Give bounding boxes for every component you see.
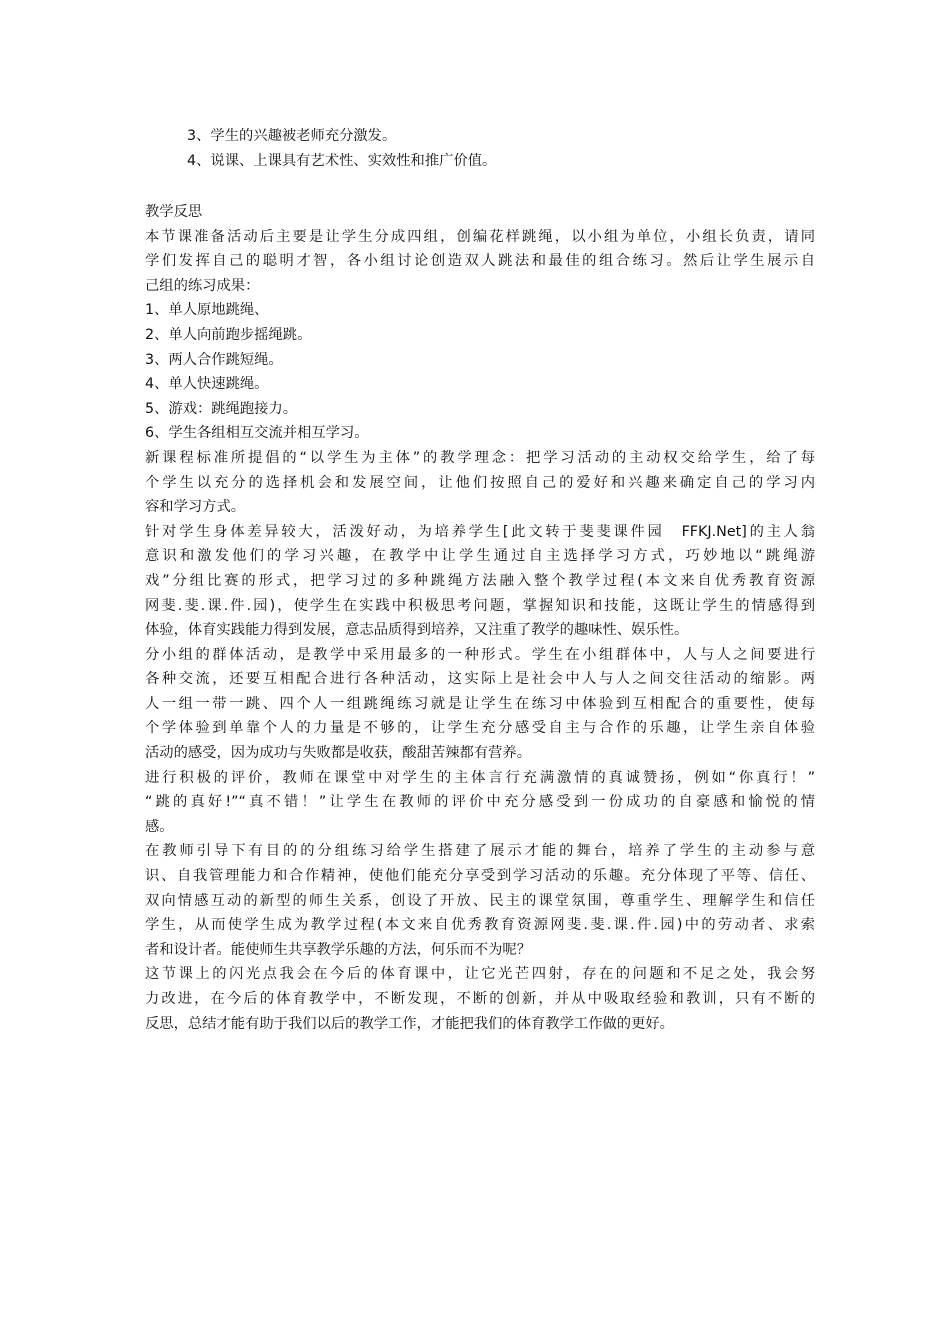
paragraph-line: 分小组的群体活动，是教学中采用最多的一种形式。学生在小组群体中，人与人之间要进行: [145, 646, 815, 663]
paragraph-line: 本节课准备活动后主要是让学生分成四组，创编花样跳绳，以小组为单位，小组长负责，请同: [145, 228, 815, 245]
paragraph-line: “跳的真好!”“真不错！”让学生在教师的评价中充分感受到一份成功的自豪感和愉悦的情: [145, 794, 815, 811]
paragraph-line: 针对学生身体差异较大，活泼好动，为培养学生[此文转于斐斐课件园 FFKJ.Net]的主人翁: [145, 523, 815, 540]
reflection-section: [145, 200, 815, 1036]
paragraph-line: 体验，体育实践能力得到发展，意志品质得到培养，又注重了教学的趣味性、娱乐性。: [145, 622, 689, 639]
paragraph-line: 这节课上的闪光点我会在今后的体育课中，让它光芒四射，存在的问题和不足之处，我会努: [145, 966, 815, 983]
paragraph-line: 己组的练习成果：: [145, 277, 260, 294]
paragraph-line: 感。: [145, 818, 174, 835]
paragraph-line: 人一组一带一跳、四个人一组跳绳练习就是让学生在练习中体验到互相配合的重要性，使每: [145, 695, 815, 712]
list-item: 3、两人合作跳短绳。: [145, 351, 283, 368]
paragraph-line: 在教师引导下有目的的分组练习给学生搭建了展示才能的舞台，培养了学生的主动参与意: [145, 843, 815, 860]
list-item: 5、游戏：跳绳跑接力。: [145, 400, 298, 417]
paragraph-line: 者和设计者。能使师生共享教学乐趣的方法，何乐而不为呢？: [145, 941, 532, 958]
paragraph-line: 进行积极的评价，教师在课堂中对学生的主体言行充满激情的真诚赞扬，例如“你真行！”: [145, 769, 815, 786]
paragraph-line: 学生，从而使学生成为教学过程(本文来自优秀教育资源网斐.斐.课.件.园)中的劳动者、求索: [145, 917, 815, 934]
paragraph-line: 戏”分组比赛的形式，把学习过的多种跳绳方法融入整个教学过程(本文来自优秀教育资源: [145, 572, 815, 589]
paragraph-line: 活动的感受，因为成功与失败都是收获，酸甜苦辣都有营养。: [145, 745, 532, 762]
paragraph-line: 个学体验到单靠个人的力量是不够的，让学生充分感受自主与合作的乐趣，让学生亲自体验: [145, 720, 815, 737]
section-heading: 教学反思: [145, 204, 203, 220]
list-item: 3、学生的兴趣被老师充分激发。: [187, 128, 397, 144]
paragraph-line: 学们发挥自己的聪明才智，各小组讨论创造双人跳法和最佳的组合练习。然后让学生展示自: [145, 253, 815, 270]
paragraph-line: 网斐.斐.课.件.园)，使学生在实践中积极思考问题，掌握知识和技能，这既让学生的情感得到: [145, 597, 815, 614]
paragraph-line: 识、自我管理能力和合作精神，使他们能充分享受到学习活动的乐趣。充分体现了平等、信任、: [145, 868, 815, 885]
paragraph-line: 意识和激发他们的学习兴趣，在教学中让学生通过自主选择学习方式，巧妙地以“跳绳游: [145, 548, 815, 565]
list-item: 4、说课、上课具有艺术性、实效性和推广价值。: [187, 152, 497, 169]
list-item: 2、单人向前跑步摇绳跳。: [145, 326, 312, 343]
list-item: 6、学生各组相互交流并相互学习。: [145, 425, 369, 442]
list-item: 1、单人原地跳绳、: [145, 302, 269, 319]
top-numbered-list: [187, 124, 496, 173]
paragraph-line: 容和学习方式。: [145, 499, 246, 516]
paragraph-line: 双向情感互动的新型的师生关系，创设了开放、民主的课堂氛围，尊重学生、理解学生和信任: [145, 892, 815, 909]
paragraph-line: 力改进，在今后的体育教学中，不断发现，不断的创新，并从中吸取经验和教训，只有不断的: [145, 991, 815, 1007]
paragraph-line: 反思，总结才能有助于我们以后的教学工作，才能把我们的体育教学工作做的更好。: [145, 1015, 674, 1032]
list-item: 4、单人快速跳绳。: [145, 376, 269, 393]
paragraph-line: 个学生以充分的选择机会和发展空间，让他们按照自己的爱好和兴趣来确定自己的学习内: [145, 474, 815, 491]
paragraph-line: 各种交流，还要互相配合进行各种活动，这实际上是社会中人与人之间交往活动的缩影。两: [145, 671, 815, 688]
paragraph-line: 新课程标准所提倡的“以学生为主体”的教学理念：把学习活动的主动权交给学生，给了每: [145, 449, 815, 466]
